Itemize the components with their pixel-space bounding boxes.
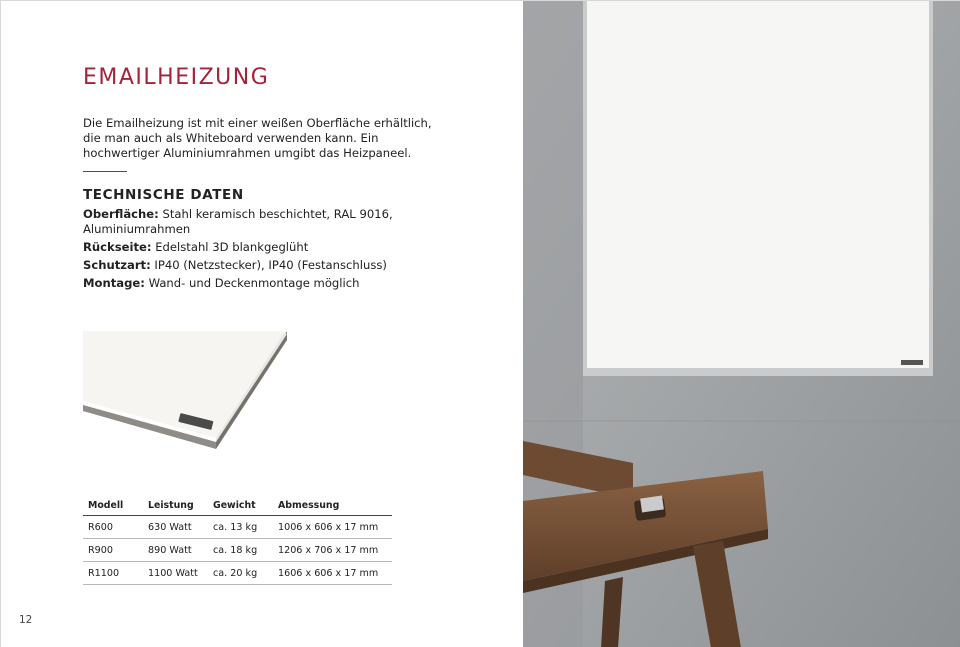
- cell-model: R900: [88, 544, 113, 556]
- panel-corner-image: [83, 331, 293, 456]
- cell-dimensions: 1006 x 606 x 17 mm: [278, 521, 379, 533]
- spec-protection: [83, 258, 413, 273]
- heater-panel: [587, 1, 929, 368]
- spec-value: Edelstahl 3D blankgeglüht: [151, 240, 309, 254]
- cell-weight: ca. 18 kg: [213, 544, 258, 556]
- left-page: [1, 1, 523, 647]
- col-header-power: Leistung: [148, 500, 194, 511]
- cell-power: 630 Watt: [148, 521, 192, 533]
- col-header-weight: Gewicht: [213, 500, 256, 511]
- cell-model: R1100: [88, 567, 120, 579]
- spec-surface: [83, 207, 413, 237]
- product-photo: [523, 1, 960, 647]
- wall-heater-photo: [523, 1, 960, 647]
- cell-weight: ca. 13 kg: [213, 521, 258, 533]
- spec-value: Stahl keramisch beschichtet, RAL 9016, Aluminiumrahmen: [83, 207, 393, 236]
- spec-value: Wand- und Deckenmontage möglich: [144, 276, 360, 290]
- technical-specs: [83, 207, 413, 294]
- spec-label: Rückseite:: [83, 240, 152, 254]
- cell-power: 890 Watt: [148, 544, 192, 556]
- cell-power: 1100 Watt: [148, 567, 198, 579]
- heater-logo-icon: [901, 360, 923, 365]
- technical-heading: TECHNISCHE DATEN: [83, 187, 244, 203]
- cell-dimensions: 1206 x 706 x 17 mm: [278, 544, 379, 556]
- model-table: [83, 496, 392, 585]
- spec-label: Oberfläche:: [83, 207, 159, 221]
- col-header-dimensions: Abmessung: [278, 500, 340, 511]
- cell-model: R600: [88, 521, 113, 533]
- table-header-row: [83, 496, 392, 516]
- spec-back: [83, 240, 413, 255]
- col-header-model: Modell: [88, 500, 124, 511]
- spec-label: Schutzart:: [83, 258, 151, 272]
- cell-dimensions: 1606 x 606 x 17 mm: [278, 567, 379, 579]
- spec-label: Montage:: [83, 276, 145, 290]
- page-title: EMAILHEIZUNG: [83, 65, 270, 90]
- table-row: [83, 562, 392, 585]
- page-number: 12: [19, 614, 33, 626]
- table-row: [83, 516, 392, 539]
- cell-weight: ca. 20 kg: [213, 567, 258, 579]
- spec-mounting: [83, 276, 413, 291]
- intro-text: Die Emailheizung ist mit einer weißen Oberfläche erhältlich, die man auch als Whiteboard verwenden kann. Ein hochwertiger Aluminiumrahmen umgibt das Heizpaneel.: [83, 116, 432, 160]
- spec-value: IP40 (Netzstecker), IP40 (Festanschluss): [150, 258, 387, 272]
- table-row: [83, 539, 392, 562]
- accent-divider: [83, 171, 127, 172]
